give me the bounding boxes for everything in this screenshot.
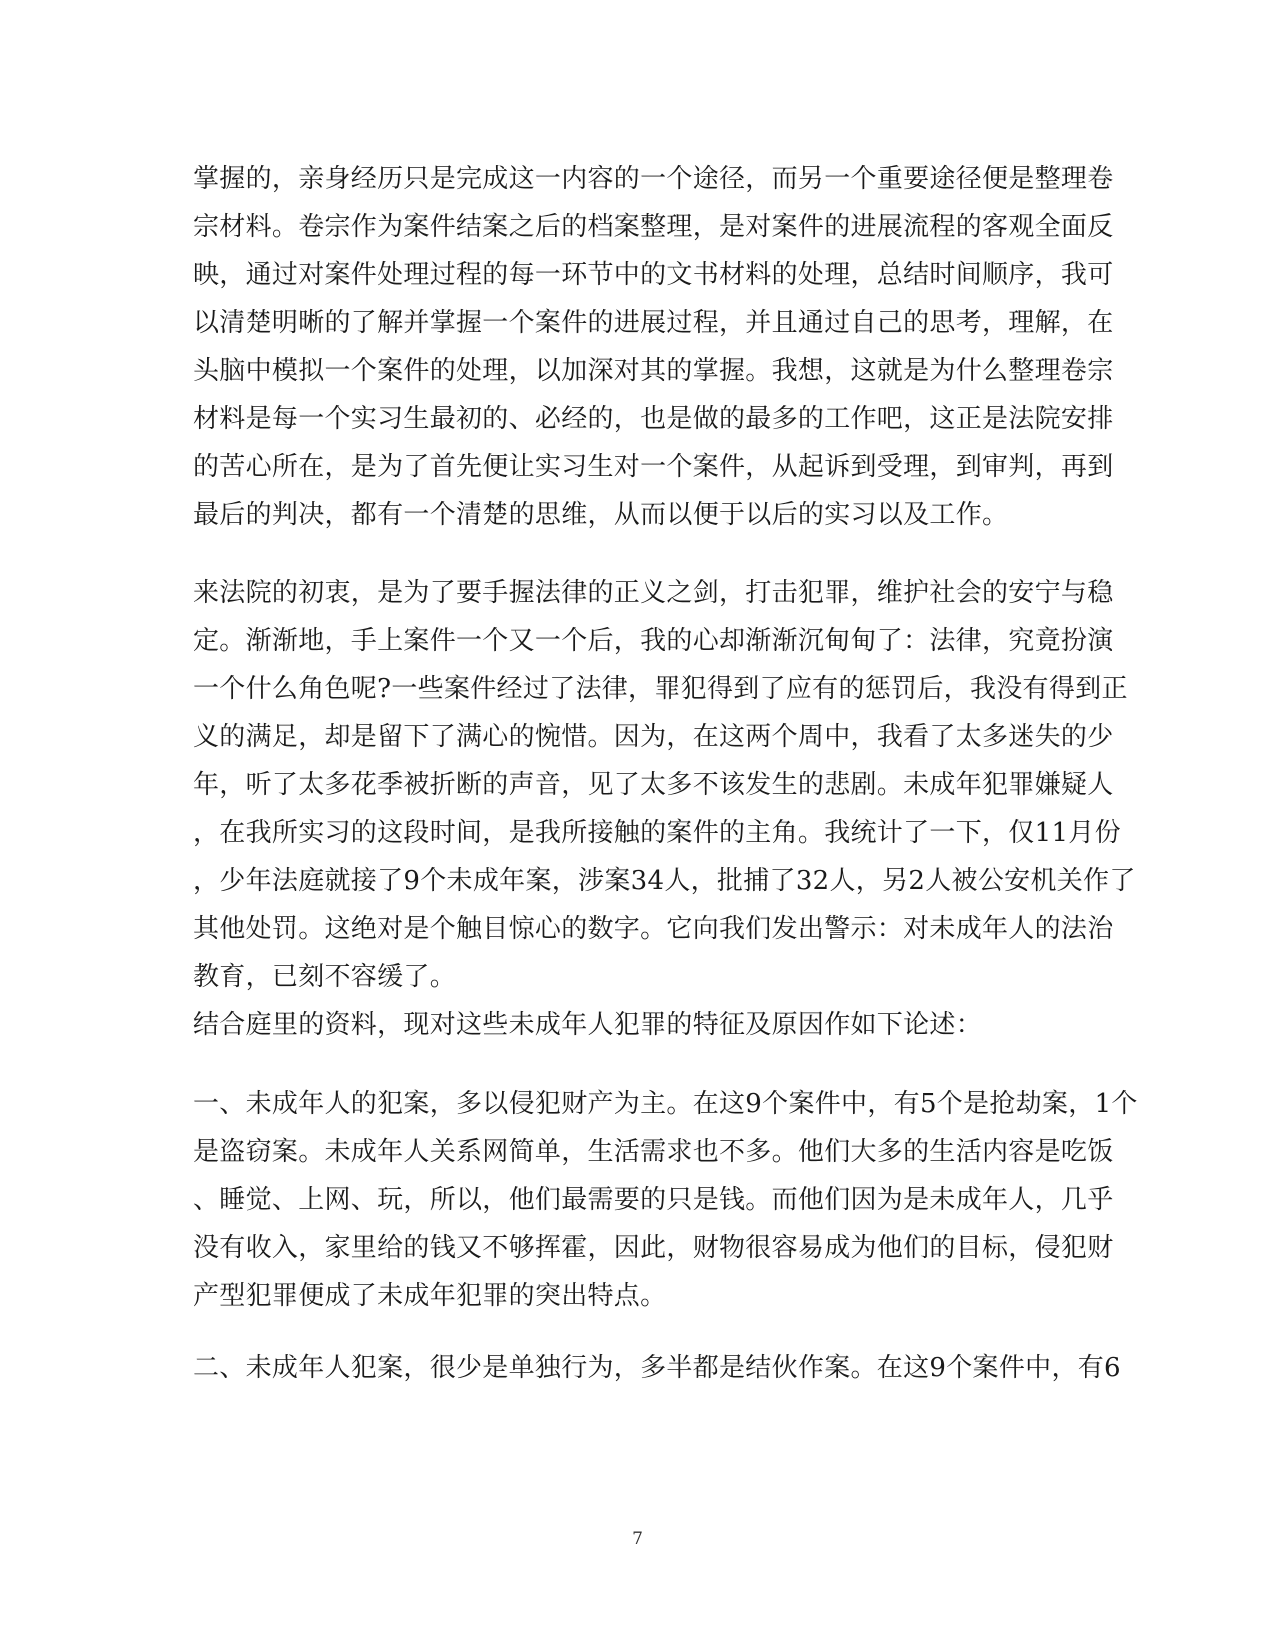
text-line: 材料是每一个实习生最初的、必经的，也是做的最多的工作吧，这正是法院安排 <box>193 404 1114 434</box>
text-line: 头脑中模拟一个案件的处理，以加深对其的掌握。我想，这就是为什么整理卷宗 <box>193 356 1114 386</box>
page-number: 7 <box>632 1529 643 1549</box>
text-line: 最后的判决，都有一个清楚的思维，从而以便于以后的实习以及工作。 <box>193 500 1009 530</box>
paragraph-point-one <box>193 1080 1138 1320</box>
text-line: 、睡觉、上网、玩，所以，他们最需要的只是钱。而他们因为是未成年人，几乎 <box>193 1185 1114 1215</box>
text-line: 映，通过对案件处理过程的每一环节中的文书材料的处理，总结时间顺序，我可 <box>193 260 1114 290</box>
text-line: 定。渐渐地，手上案件一个又一个后，我的心却渐渐沉甸甸了：法律，究竟扮演 <box>193 626 1114 656</box>
text-line: 年，听了太多花季被折断的声音，见了太多不该发生的悲剧。未成年犯罪嫌疑人 <box>193 770 1114 800</box>
text-line: 产型犯罪便成了未成年犯罪的突出特点。 <box>193 1281 667 1311</box>
paragraph-original-intention <box>193 569 1136 1049</box>
text-line: 结合庭里的资料，现对这些未成年人犯罪的特征及原因作如下论述： <box>193 1010 983 1040</box>
text-line: 二、未成年人犯案，很少是单独行为，多半都是结伙作案。在这9个案件中，有6 <box>193 1353 1121 1383</box>
text-line: 的苦心所在，是为了首先便让实习生对一个案件，从起诉到受理，到审判，再到 <box>193 452 1114 482</box>
text-line: 一个什么角色呢?一些案件经过了法律，罪犯得到了应有的惩罚后，我没有得到正 <box>193 674 1128 704</box>
text-line: 以清楚明晰的了解并掌握一个案件的进展过程，并且通过自己的思考，理解，在 <box>193 308 1114 338</box>
text-line: 宗材料。卷宗作为案件结案之后的档案整理，是对案件的进展流程的客观全面反 <box>193 212 1114 242</box>
text-line: 一、未成年人的犯案，多以侵犯财产为主。在这9个案件中，有5个是抢劫案，1个 <box>193 1089 1138 1119</box>
paragraph-case-files <box>193 155 1114 539</box>
text-line: ，少年法庭就接了9个未成年案，涉案34人，批捕了32人，另2人被公安机关作了 <box>193 866 1136 896</box>
text-line: 教育，已刻不容缓了。 <box>193 962 457 992</box>
paragraph-point-two <box>193 1344 1121 1392</box>
text-line: 掌握的，亲身经历只是完成这一内容的一个途径，而另一个重要途径便是整理卷 <box>193 164 1114 194</box>
text-line: 来法院的初衷，是为了要手握法律的正义之剑，打击犯罪，维护社会的安宁与稳 <box>193 578 1114 608</box>
text-line: 义的满足，却是留下了满心的惋惜。因为，在这两个周中，我看了太多迷失的少 <box>193 722 1114 752</box>
text-line: 没有收入，家里给的钱又不够挥霍，因此，财物很容易成为他们的目标，侵犯财 <box>193 1233 1114 1263</box>
text-line: ，在我所实习的这段时间，是我所接触的案件的主角。我统计了一下，仅11月份 <box>193 818 1121 848</box>
text-line: 是盗窃案。未成年人关系网简单，生活需求也不多。他们大多的生活内容是吃饭 <box>193 1137 1114 1167</box>
text-line: 其他处罚。这绝对是个触目惊心的数字。它向我们发出警示：对未成年人的法治 <box>193 914 1114 944</box>
